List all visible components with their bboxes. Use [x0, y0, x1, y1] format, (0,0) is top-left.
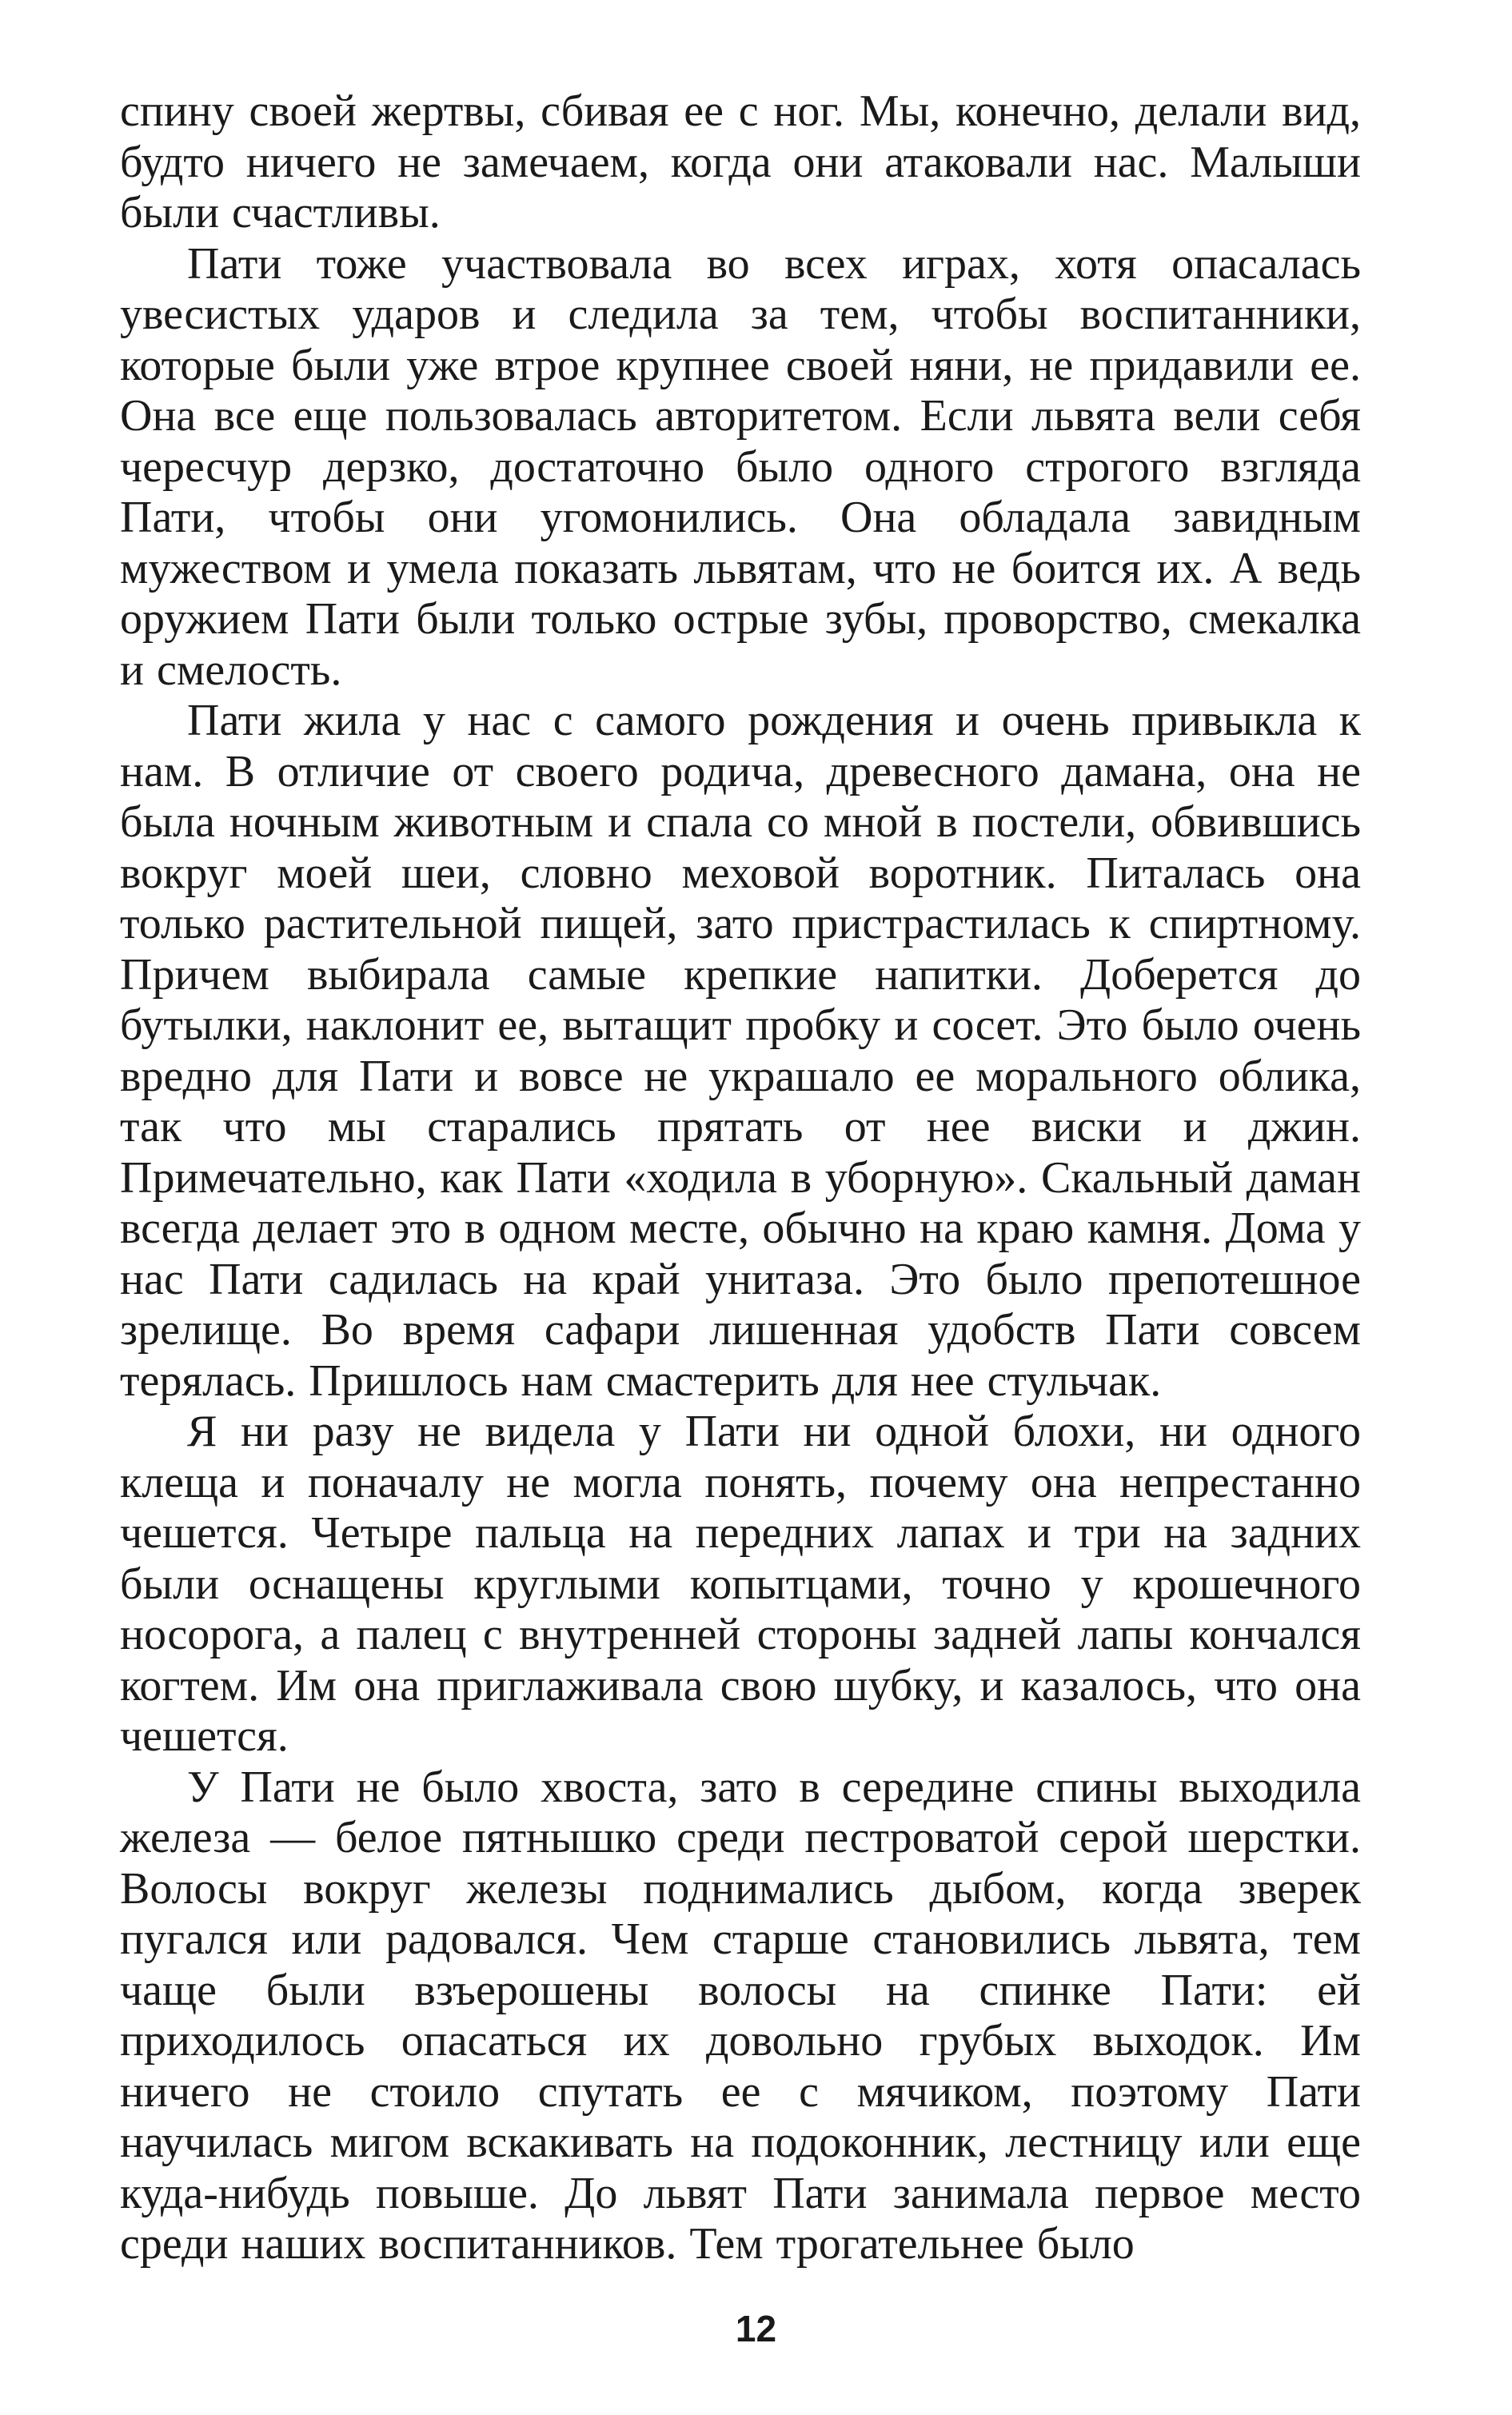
- paragraph-5: У Пати не было хвоста, зато в середине спины выходила железа — белое пятнышко среди пестроватой серой шерстки. Волосы вокруг железы поднимались дыбом, когда зверек пугался или радовался. Чем старше становились львята, тем чаще были взъерошены волосы на спинке Пати: ей приходилось опасаться их довольно грубых выходок. Им ничего не стоило спутать ее с мячиком, поэтому Пати научилась мигом вскакивать на подоконник, лестницу или еще куда-нибудь повыше. До львят Пати занимала первое место среди наших воспитанников. Тем трогательнее было: [120, 1762, 1361, 2269]
- paragraph-1: спину своей жертвы, сбивая ее с ног. Мы, конечно, делали вид, будто ничего не замечаем, когда они атаковали нас. Малыши были счастливы.: [120, 86, 1361, 238]
- page-number: 12: [735, 2308, 777, 2349]
- paragraph-4: Я ни разу не видела у Пати ни одной блохи, ни одного клеща и поначалу не могла понять, почему она непрестанно чешется. Четыре пальца на передних лапах и три на задних были оснащены круглыми копытцами, точно у крошечного носорога, а палец с внутренней стороны задней лапы кончался когтем. Им она приглаживала свою шубку, и казалось, что она чешется.: [120, 1407, 1361, 1761]
- page-body: [120, 86, 1361, 2270]
- paragraph-2: Пати тоже участвовала во всех играх, хотя опасалась увесистых ударов и следила за тем, чтобы воспитанники, которые были уже втрое крупнее своей няни, не придавили ее. Она все еще пользовалась авторитетом. Если львята вели себя чересчур дерзко, достаточно было одного строгого взгляда Пати, чтобы они угомонились. Она обладала завидным мужеством и умела показать львятам, что не боится их. А ведь оружием Пати были только острые зубы, проворство, смекалка и смелость.: [120, 238, 1361, 695]
- paragraph-3: Пати жила у нас с самого рождения и очень привыкла к нам. В отличие от своего родича, древесного дамана, она не была ночным животным и спала со мной в постели, обвившись вокруг моей шеи, словно меховой воротник. Питалась она только растительной пищей, зато пристрастилась к спиртному. Причем выбирала самые крепкие напитки. Доберется до бутылки, наклонит ее, вытащит пробку и сосет. Это было очень вредно для Пати и вовсе не украшало ее морального облика, так что мы старались прятать от нее виски и джин. Примечательно, как Пати «ходила в уборную». Скальный даман всегда делает это в одном месте, обычно на краю камня. Дома у нас Пати садилась на край унитаза. Это было препотешное зрелище. Во время сафари лишенная удобств Пати совсем терялась. Пришлось нам смастерить для нее стульчак.: [120, 696, 1361, 1406]
